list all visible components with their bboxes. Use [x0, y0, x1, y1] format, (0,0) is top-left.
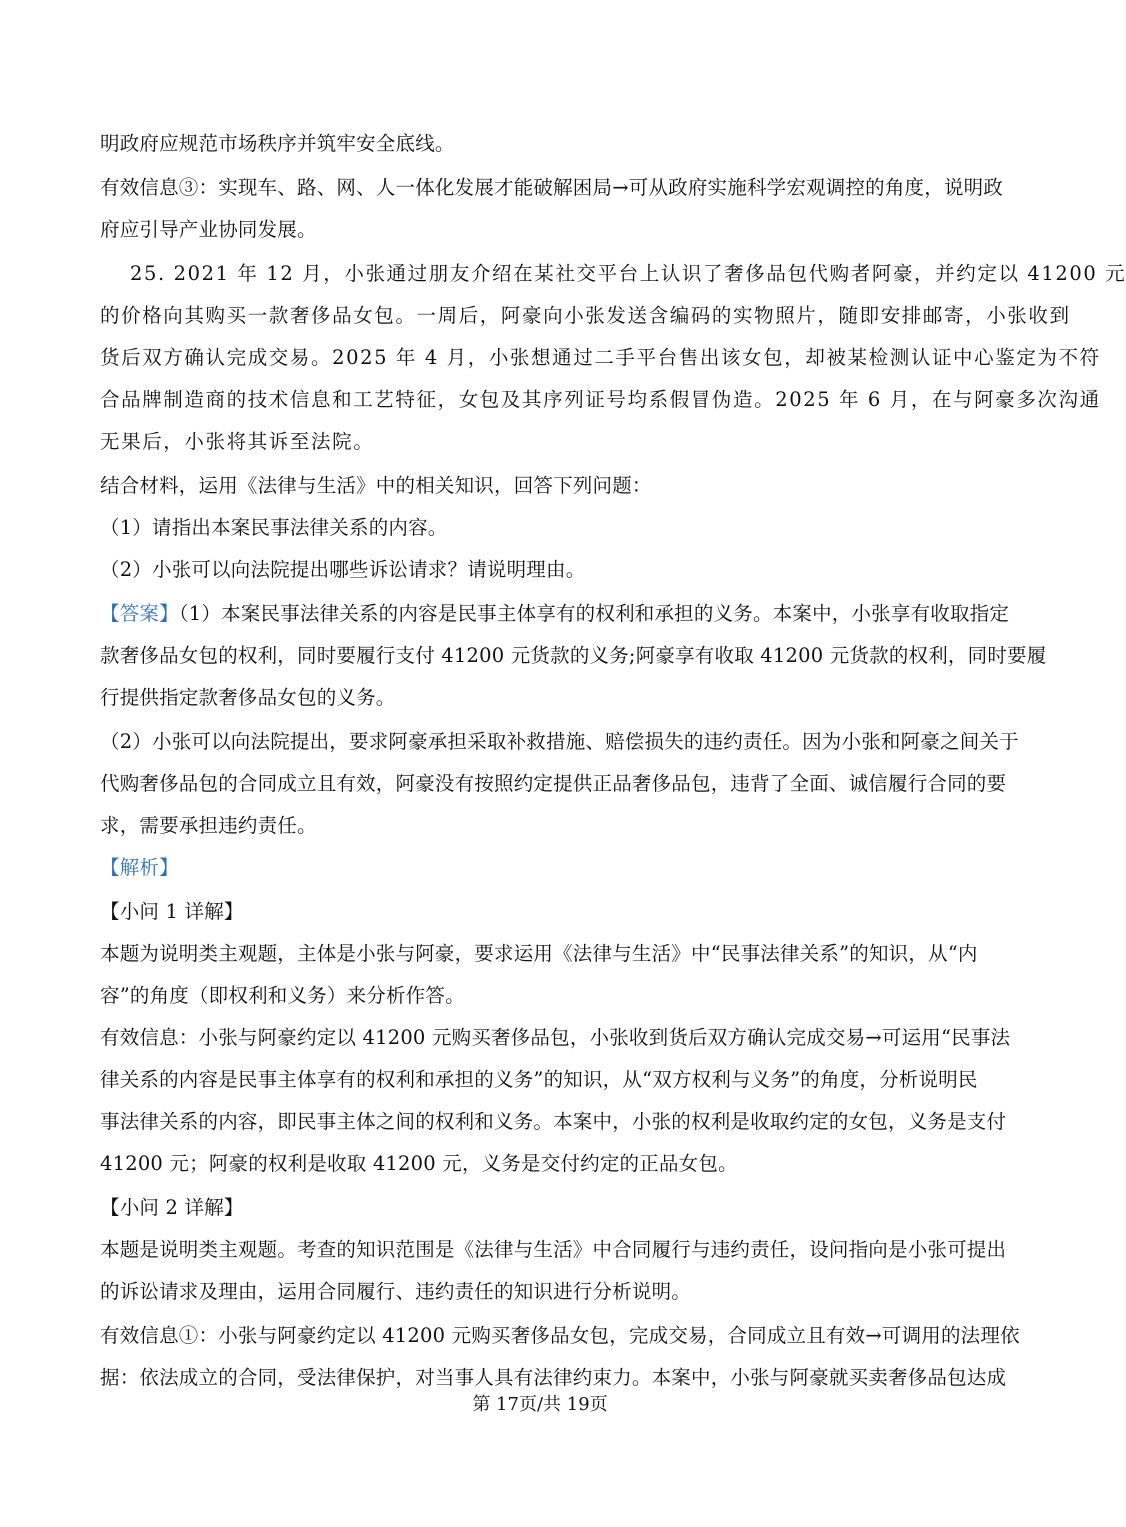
question-25-text: 货后双方确认完成交易。2025 年 4 月，小张想通过二手平台售出该女包，却被某检测认证中心鉴定为不符 — [100, 346, 1101, 369]
question-25-text: 25. 2021 年 12 月，小张通过朋友介绍在某社交平台上认识了奢侈品包代购者阿豪，并约定以 41200 元 — [130, 262, 1126, 285]
answer-text: （2）小张可以向法院提出，要求阿豪承担采取补救措施、赔偿损失的违约责任。因为小张和阿豪之间关于 — [100, 730, 1019, 753]
text-line: 府应引导产业协同发展。 — [100, 218, 317, 241]
sub-question-2: （2）小张可以向法院提出哪些诉讼请求？请说明理由。 — [100, 558, 586, 581]
analysis-text: 容”的角度（即权利和义务）来分析作答。 — [100, 984, 465, 1007]
sub-question-1-heading: 【小问 1 详解】 — [100, 900, 244, 923]
answer-text: （1）本案民事法律关系的内容是民事主体享有的权利和承担的义务。本案中，小张享有收取指定 — [178, 602, 1010, 625]
analysis-text: 有效信息：小张与阿豪约定以 41200 元购买奢侈品包，小张收到货后双方确认完成交易→可运用“民事法 — [100, 1026, 1011, 1049]
analysis-text: 本题为说明类主观题，主体是小张与阿豪，要求运用《法律与生活》中“民事法律关系”的知识，从“内 — [100, 942, 978, 965]
question-25-text: 合品牌制造商的技术信息和工艺特征，女包及其序列证号均系假冒伪造。2025 年 6 月，在与阿豪多次沟通 — [100, 388, 1101, 411]
analysis-text: 本题是说明类主观题。考查的知识范围是《法律与生活》中合同履行与违约责任，设问指向是小张可提出 — [100, 1238, 1007, 1261]
answer-text: 求，需要承担违约责任。 — [100, 814, 317, 837]
analysis-text: 事法律关系的内容，即民事主体之间的权利和义务。本案中，小张的权利是收取约定的女包，义务是支付 — [100, 1110, 1007, 1133]
analysis-text: 的诉讼请求及理由，运用合同履行、违约责任的知识进行分析说明。 — [100, 1280, 692, 1303]
sub-question-2-heading: 【小问 2 详解】 — [100, 1196, 244, 1219]
question-25-text: 的价格向其购买一款奢侈品女包。一周后，阿豪向小张发送含编码的实物照片，随即安排邮寄，小张收到 — [100, 304, 1071, 327]
answer-text: 代购奢侈品包的合同成立且有效，阿豪没有按照约定提供正品奢侈品包，违背了全面、诚信履行合同的要 — [100, 772, 1007, 795]
answer-line — [100, 600, 1010, 628]
answer-tag: 【答案】 — [100, 602, 179, 625]
instruction-text: 结合材料，运用《法律与生活》中的相关知识，回答下列问题： — [100, 474, 652, 497]
question-25-text: 无果后，小张将其诉至法院。 — [100, 430, 375, 453]
answer-text: 行提供指定款奢侈品女包的义务。 — [100, 686, 396, 709]
text-line: 明政府应规范市场秩序并筑牢安全底线。 — [100, 132, 455, 155]
text-line: 有效信息③：实现车、路、网、人一体化发展才能破解困局→可从政府实施科学宏观调控的角度，说明政 — [100, 176, 1004, 199]
page-number: 第 17页/共 19页 — [472, 1394, 608, 1415]
analysis-text: 41200 元；阿豪的权利是收取 41200 元，义务是交付约定的正品女包。 — [100, 1152, 738, 1175]
analysis-text: 律关系的内容是民事主体享有的权利和承担的义务”的知识，从“双方权利与义务”的角度，分析说明民 — [100, 1068, 978, 1091]
analysis-text: 据：依法成立的合同，受法律保护，对当事人具有法律约束力。本案中，小张与阿豪就买卖奢侈品包达成 — [100, 1366, 1007, 1389]
analysis-text: 有效信息①：小张与阿豪约定以 41200 元购买奢侈品女包，完成交易，合同成立且有效→可调用的法理依 — [100, 1324, 1020, 1347]
analysis-tag: 【解析】 — [100, 856, 179, 879]
answer-text: 款奢侈品女包的权利，同时要履行支付 41200 元货款的义务;阿豪享有收取 41200 元货款的权利，同时要履 — [100, 644, 1047, 667]
sub-question-1: （1）请指出本案民事法律关系的内容。 — [100, 516, 448, 539]
